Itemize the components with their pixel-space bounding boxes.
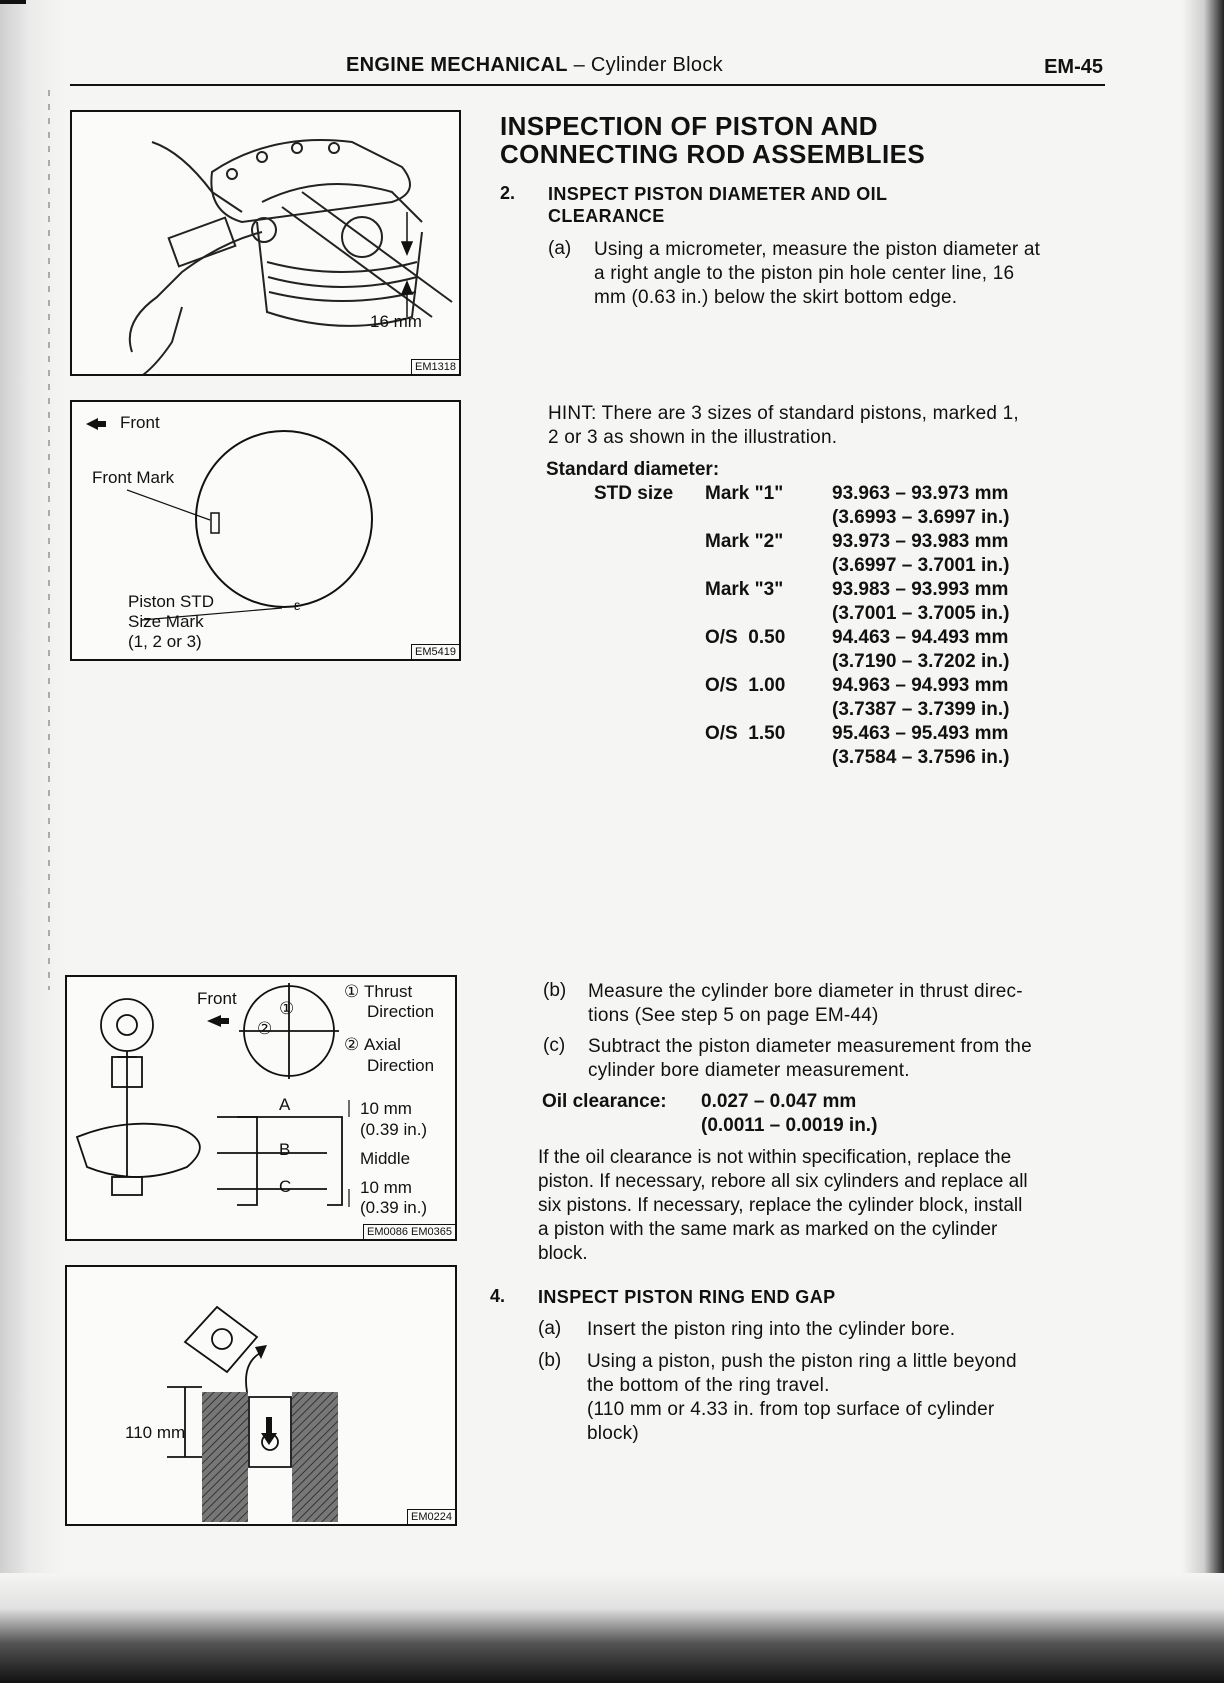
step-2b-marker: (b) bbox=[543, 980, 567, 1001]
step-2-title-line-2: CLEARANCE bbox=[548, 206, 665, 226]
header-section: ENGINE MECHANICAL bbox=[346, 54, 568, 76]
svg-text:ε: ε bbox=[294, 597, 301, 613]
step-2c-line-1: Subtract the piston diameter measurement from the bbox=[588, 1036, 1032, 1057]
fig3-thrust-marker: ① bbox=[344, 982, 360, 1001]
fig3-label-c: C bbox=[279, 1177, 292, 1196]
scan-corner-mark bbox=[0, 0, 26, 4]
fig3-circled-1: ① bbox=[279, 999, 295, 1018]
spec-mm: 95.463 – 95.493 mm bbox=[832, 723, 1009, 744]
spec-mark: Mark "1" bbox=[705, 483, 784, 504]
fig3-front-arrow-icon bbox=[207, 1015, 221, 1027]
fig2-std-label-1: Piston STD bbox=[128, 592, 214, 611]
fig3-axial-marker: ② bbox=[344, 1035, 360, 1054]
spec-mark: Mark "2" bbox=[705, 531, 784, 552]
step-2c-text bbox=[588, 1035, 1032, 1083]
fig3-axial-1: Axial bbox=[364, 1035, 401, 1054]
step-4b-line-3: (110 mm or 4.33 in. from top surface of cylinder bbox=[587, 1399, 995, 1420]
oil-clearance-mm: 0.027 – 0.047 mm bbox=[701, 1091, 857, 1112]
step-2b-line-2: tions (See step 5 on page EM-44) bbox=[588, 1005, 879, 1026]
fig2-std-label-2: Size Mark bbox=[128, 612, 204, 631]
fig2-front-mark-label: Front Mark bbox=[92, 468, 175, 487]
piston-outline bbox=[196, 431, 372, 607]
scan-edge-left bbox=[0, 0, 64, 1683]
step-2c-marker: (c) bbox=[543, 1035, 566, 1056]
step-2a-line-2: a right angle to the piston pin hole center line, 16 bbox=[594, 263, 1015, 284]
fig3-code: EM0086 EM0365 bbox=[363, 1224, 455, 1239]
oil-clearance-label: Oil clearance: bbox=[542, 1091, 667, 1112]
step-2a-marker: (a) bbox=[548, 238, 572, 259]
step-4b-text bbox=[587, 1350, 1017, 1446]
step-2-number: 2. bbox=[500, 183, 516, 203]
body-line: If the oil clearance is not within specification, replace the bbox=[538, 1147, 1012, 1168]
body-line: piston. If necessary, rebore all six cylinders and replace all bbox=[538, 1171, 1028, 1192]
oil-clearance-in: (0.0011 – 0.0019 in.) bbox=[701, 1115, 878, 1136]
scan-edge-right bbox=[1182, 0, 1224, 1683]
spec-inch: (3.7584 – 3.7596 in.) bbox=[832, 747, 1010, 768]
hint-line-2: 2 or 3 as shown in the illustration. bbox=[548, 427, 838, 448]
step-4b-line-2: the bottom of the ring travel. bbox=[587, 1375, 830, 1396]
spec-mark: O/S 0.50 bbox=[705, 627, 786, 648]
front-mark-box bbox=[211, 513, 219, 533]
fig3-top-mm: 10 mm bbox=[360, 1099, 412, 1118]
step-4-title: INSPECT PISTON RING END GAP bbox=[538, 1287, 836, 1307]
header-separator: – bbox=[567, 54, 591, 76]
spec-mm: 93.973 – 93.983 mm bbox=[832, 531, 1009, 552]
standard-diameter-heading: Standard diameter: bbox=[546, 459, 720, 480]
step-4-number: 4. bbox=[490, 1286, 506, 1306]
spec-mm: 93.963 – 93.973 mm bbox=[832, 483, 1009, 504]
step-2b-text bbox=[588, 980, 1023, 1028]
cylinder-wall-left bbox=[202, 1392, 248, 1522]
body-line: six pistons. If necessary, replace the cylinder block, install bbox=[538, 1195, 1023, 1216]
body-line: block. bbox=[538, 1243, 588, 1264]
step-4b-line-4: block) bbox=[587, 1423, 639, 1444]
scan-bottom-edge bbox=[0, 1573, 1224, 1683]
figure-cylinder-gauge bbox=[65, 975, 457, 1241]
ring-end-gap-diagram bbox=[67, 1267, 455, 1524]
spec-mm: 94.963 – 94.993 mm bbox=[832, 675, 1009, 696]
section-title-line-1: INSPECTION OF PISTON AND bbox=[500, 111, 878, 141]
fig3-front-label: Front bbox=[197, 989, 237, 1008]
figure-ring-end-gap bbox=[65, 1265, 457, 1526]
fig1-code: EM1318 bbox=[411, 359, 459, 374]
step-4b-marker: (b) bbox=[538, 1350, 562, 1371]
fig2-code: EM5419 bbox=[411, 644, 459, 659]
hint-line-1: HINT: There are 3 sizes of standard pistons, marked 1, bbox=[548, 403, 1019, 424]
fig2-std-label-3: (1, 2 or 3) bbox=[128, 632, 202, 651]
figure-micrometer bbox=[70, 110, 461, 376]
fig4-dimension: 110 mm bbox=[125, 1423, 186, 1442]
step-2-title-line-1: INSPECT PISTON DIAMETER AND OIL bbox=[548, 184, 888, 204]
spec-mm: 94.463 – 94.493 mm bbox=[832, 627, 1009, 648]
spec-inch: (3.6997 – 3.7001 in.) bbox=[832, 555, 1010, 576]
step-4a-marker: (a) bbox=[538, 1318, 562, 1339]
header-subsection: Cylinder Block bbox=[590, 54, 723, 76]
step-2c-line-2: cylinder bore diameter measurement. bbox=[588, 1060, 910, 1081]
fig3-bot-in: (0.39 in.) bbox=[360, 1198, 428, 1217]
step-2b-line-1: Measure the cylinder bore diameter in thrust direc- bbox=[588, 981, 1023, 1002]
fig3-thrust-1: Thrust bbox=[364, 982, 413, 1001]
step-4a-text: Insert the piston ring into the cylinder bore. bbox=[587, 1319, 956, 1340]
step-2a-line-3: mm (0.63 in.) below the skirt bottom edge. bbox=[594, 287, 958, 308]
fig3-axial-2: Direction bbox=[367, 1056, 435, 1075]
fig3-bot-mm: 10 mm bbox=[360, 1178, 412, 1197]
spec-mark: O/S 1.00 bbox=[705, 675, 786, 696]
fig3-circled-2: ② bbox=[257, 1019, 273, 1038]
fig3-label-b: B bbox=[279, 1140, 291, 1159]
page-number: EM-45 bbox=[1044, 56, 1103, 78]
spec-inch: (3.7387 – 3.7399 in.) bbox=[832, 699, 1010, 720]
fig4-code: EM0224 bbox=[407, 1509, 455, 1524]
fig1-dimension: 16 mm bbox=[370, 312, 422, 331]
oil-clearance-body bbox=[538, 1146, 1028, 1266]
figure-piston-size-mark bbox=[70, 400, 461, 661]
body-line: a piston with the same mark as marked on the cylinder bbox=[538, 1219, 998, 1240]
section-title-line-2: CONNECTING ROD ASSEMBLIES bbox=[500, 139, 926, 169]
fig3-thrust-2: Direction bbox=[367, 1002, 435, 1021]
spec-mm: 93.983 – 93.993 mm bbox=[832, 579, 1009, 600]
spec-inch: (3.7001 – 3.7005 in.) bbox=[832, 603, 1010, 624]
spec-mark: Mark "3" bbox=[705, 579, 784, 600]
step-4b-line-1: Using a piston, push the piston ring a little beyond bbox=[587, 1351, 1017, 1372]
page-header bbox=[70, 52, 1105, 86]
hint-text bbox=[548, 402, 1019, 450]
spec-inch: (3.7190 – 3.7202 in.) bbox=[832, 651, 1010, 672]
fig2-front-label: Front bbox=[120, 413, 160, 432]
std-size-label: STD size bbox=[594, 483, 674, 504]
spec-inch: (3.6993 – 3.6997 in.) bbox=[832, 507, 1010, 528]
fig3-top-in: (0.39 in.) bbox=[360, 1120, 428, 1139]
cylinder-wall-right bbox=[292, 1392, 338, 1522]
fig3-middle: Middle bbox=[360, 1149, 411, 1168]
fig3-label-a: A bbox=[279, 1095, 291, 1114]
step-2a-line-1: Using a micrometer, measure the piston diameter at bbox=[594, 239, 1041, 260]
spec-mark: O/S 1.50 bbox=[705, 723, 786, 744]
section-title bbox=[500, 112, 925, 168]
step-2-title bbox=[548, 183, 887, 227]
micrometer-illustration bbox=[72, 112, 459, 374]
step-2a-text bbox=[594, 238, 1040, 310]
header-title bbox=[346, 54, 723, 77]
